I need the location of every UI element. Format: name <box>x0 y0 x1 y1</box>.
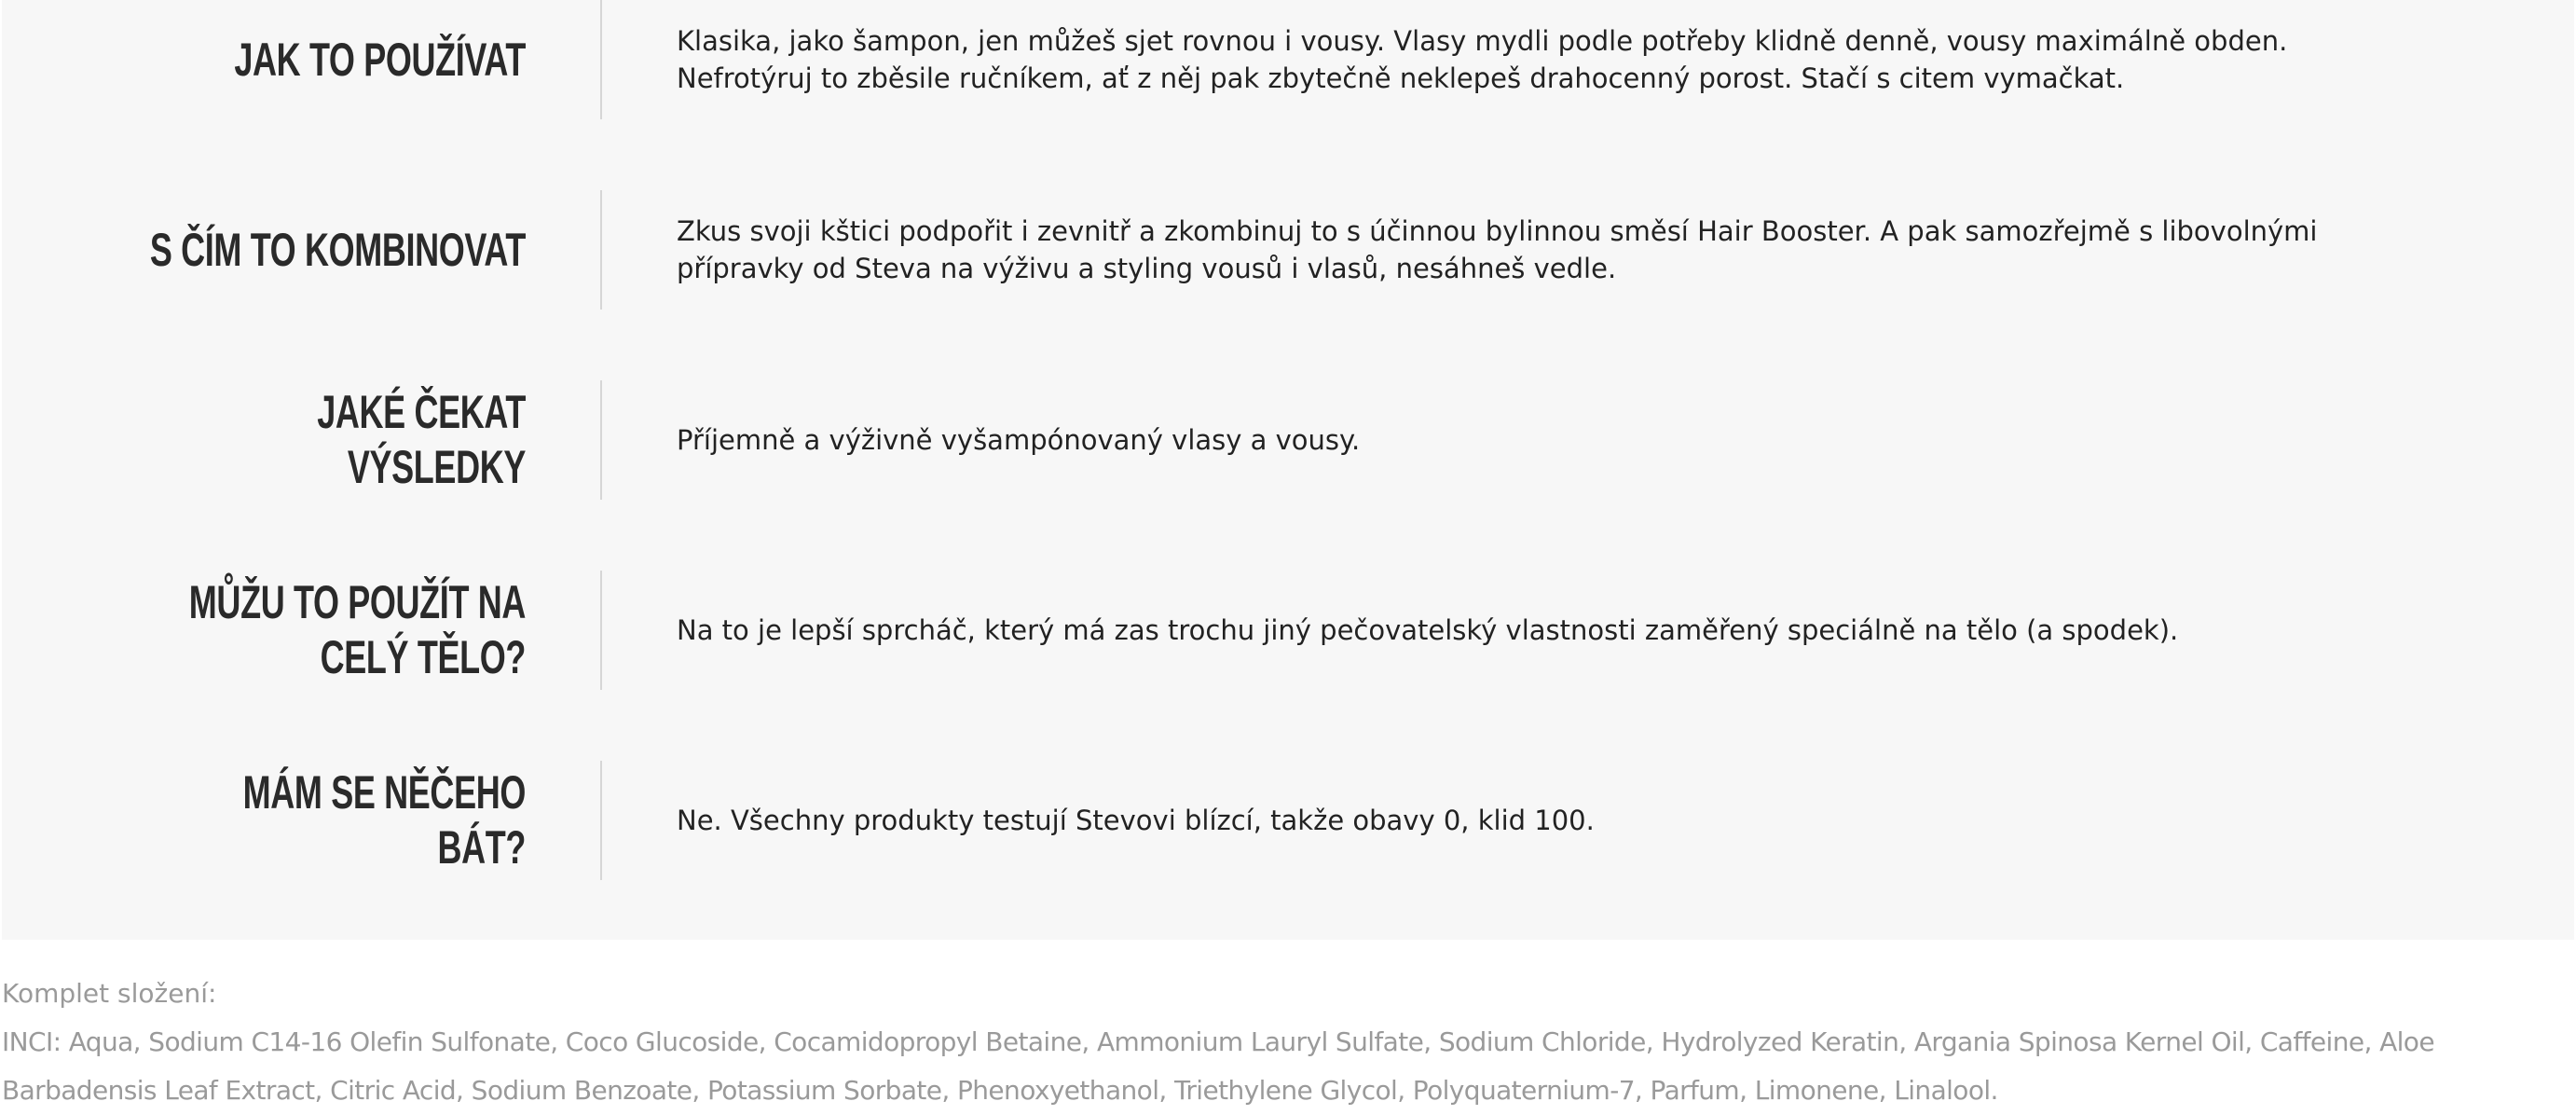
faq-section <box>2 0 2574 940</box>
faq-divider <box>600 190 602 310</box>
faq-question: JAK TO POUŽÍVAT <box>234 33 526 86</box>
faq-answer: Ne. Všechny produkty testují Stevovi blízcí, takže obavy 0, klid 100. <box>677 805 1595 836</box>
faq-question: JAKÉ ČEKAT VÝSLEDKY <box>317 386 526 493</box>
faq-divider <box>600 0 602 119</box>
faq-answer: Klasika, jako šampon, jen můžeš sjet rovnou i vousy. Vlasy mydli podle potřeby klidně denně, vousy maximálně obden. Nefrotýruj to zběsile ručníkem, ať z něj pak zbytečně neklepeš drahocenný porost. Stačí s citem vymačkat. <box>677 25 2288 94</box>
faq-question: MŮŽU TO POUŽÍT NA CELÝ TĚLO? <box>188 576 526 683</box>
faq-item-whole-body <box>2 571 2574 690</box>
faq-answer: Zkus svoji kštici podpořit i zevnitř a zkombinuj to s účinnou bylinnou směsí Hair Booster. A pak samozřejmě s libovolnými přípravky od Steva na výživu a styling vousů i vlasů, nesáhneš vedle. <box>677 215 2318 284</box>
faq-item-results <box>2 380 2574 500</box>
faq-answer: Na to je lepší sprcháč, který má zas trochu jiný pečovatelský vlastnosti zaměřený speciálně na tělo (a spodek). <box>677 614 2179 646</box>
faq-question: S ČÍM TO KOMBINOVAT <box>149 223 527 276</box>
faq-answer: Příjemně a výživně vyšampónovaný vlasy a vousy. <box>677 424 1361 456</box>
faq-question: MÁM SE NĚČEHO BÁT? <box>242 766 526 874</box>
ingredients-heading: Komplet složení: <box>2 978 217 1009</box>
faq-item-how-to-use <box>2 0 2574 119</box>
faq-divider <box>600 380 602 500</box>
faq-divider <box>600 761 602 880</box>
faq-divider <box>600 571 602 690</box>
ingredients-section <box>2 970 2574 1115</box>
faq-item-combine <box>2 190 2574 310</box>
faq-item-safety <box>2 761 2574 880</box>
ingredients-inci-list: INCI: Aqua, Sodium C14-16 Olefin Sulfonate, Coco Glucoside, Cocamidopropyl Betaine, Ammonium Lauryl Sulfate, Sodium Chloride, Hydrolyzed Keratin, Argania Spinosa Kernel Oil, Caffeine, Aloe Barbadensis Leaf Extract, Citric Acid, Sodium Benzoate, Potassium Sorbate, Phenoxyethanol, Triethylene Glycol, Polyquaternium-7, Parfum, Limonene, Linalool. <box>2 1026 2434 1106</box>
